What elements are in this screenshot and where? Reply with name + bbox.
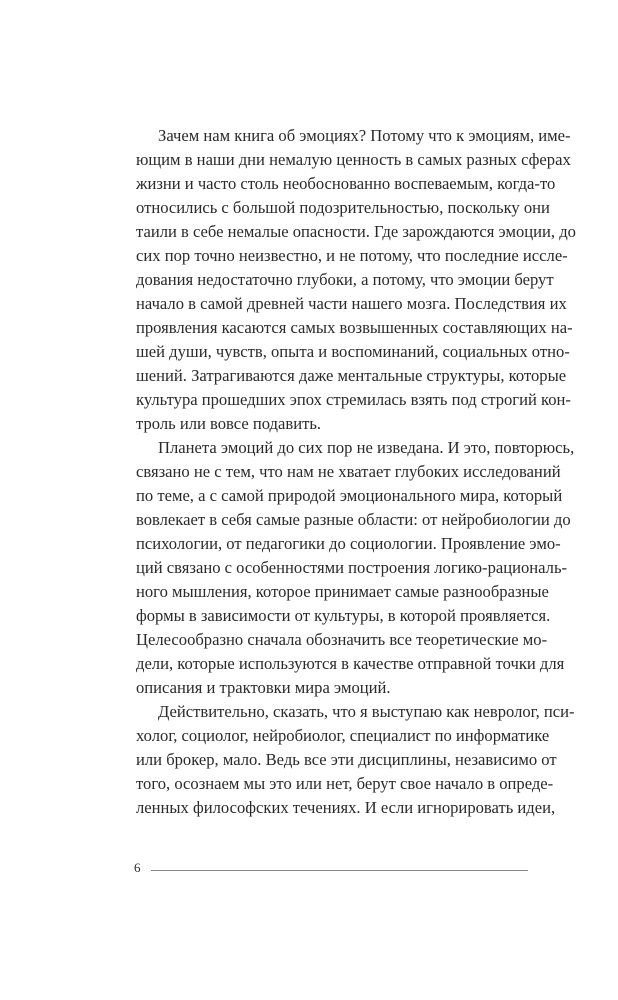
text-line: описания и трактовки мира эмоций. [136,678,391,697]
text-line: начало в самой древней части нашего мозга. Последствия их [136,294,567,313]
text-line: ного мышления, которое принимает самые разнообразные [136,582,549,601]
text-line: сих пор точно неизвестно, и не потому, что последние иссле- [136,246,568,265]
text-line: таили в себе немалые опасности. Где зарождаются эмоции, до [136,222,576,241]
text-line: ющим в наши дни немалую ценность в самых разных сферах [136,150,571,169]
text-line: или брокер, мало. Ведь все эти дисциплины, независимо от [136,750,557,769]
paragraph [136,700,575,820]
text-line: холог, социолог, нейробиолог, специалист по информатике [136,726,550,745]
text-line: Действительно, сказать, что я выступаю как невролог, пси- [158,702,575,721]
text-line: дели, которые используются в качестве отправной точки для [136,654,565,673]
text-line: того, осознаем мы это или нет, берут свое начало в опреде- [136,774,554,793]
text-line: по теме, а с самой природой эмоционального мира, который [136,486,563,505]
footer-rule [151,870,528,871]
text-line: Зачем нам книга об эмоциях? Потому что к эмоциям, име- [158,126,571,145]
text-line: шей души, чувств, опыта и воспоминаний, социальных отно- [136,342,570,361]
text-line: связано не с тем, что нам не хватает глубоких исследований [136,462,561,481]
page-number: 6 [134,860,141,875]
text-line: вовлекает в себя самые разные области: от нейробиологии до [136,510,571,529]
text-line: шений. Затрагиваются даже ментальные структуры, которые [136,366,567,385]
text-line: культура прошедших эпох стремилась взять под строгий кон- [136,390,571,409]
text-line: ций связано с особенностями построения логико-рациональ- [136,558,568,577]
text-line: дования недостаточно глубоки, а потому, что эмоции берут [136,270,554,289]
paragraph [136,436,575,700]
text-line: Планета эмоций до сих пор не изведана. И это, повторюсь, [158,438,575,457]
text-line: ленных философских течениях. И если игнорировать идеи, [136,798,556,817]
body-text [136,124,576,820]
text-line: психологии, от педагогики до социологии. Проявление эмо- [136,534,561,553]
text-line: жизни и часто столь необоснованно воспеваемым, когда-то [136,174,556,193]
text-line: относились с большой подозрительностью, поскольку они [136,198,550,217]
text-line: троль или вовсе подавить. [136,414,322,433]
paragraph [136,124,576,436]
text-line: проявления касаются самых возвышенных составляющих на- [136,318,573,337]
text-line: Целесообразно сначала обозначить все теоретические мо- [136,630,548,649]
text-line: формы в зависимости от культуры, в которой проявляется. [136,606,551,625]
page-footer [134,860,528,880]
